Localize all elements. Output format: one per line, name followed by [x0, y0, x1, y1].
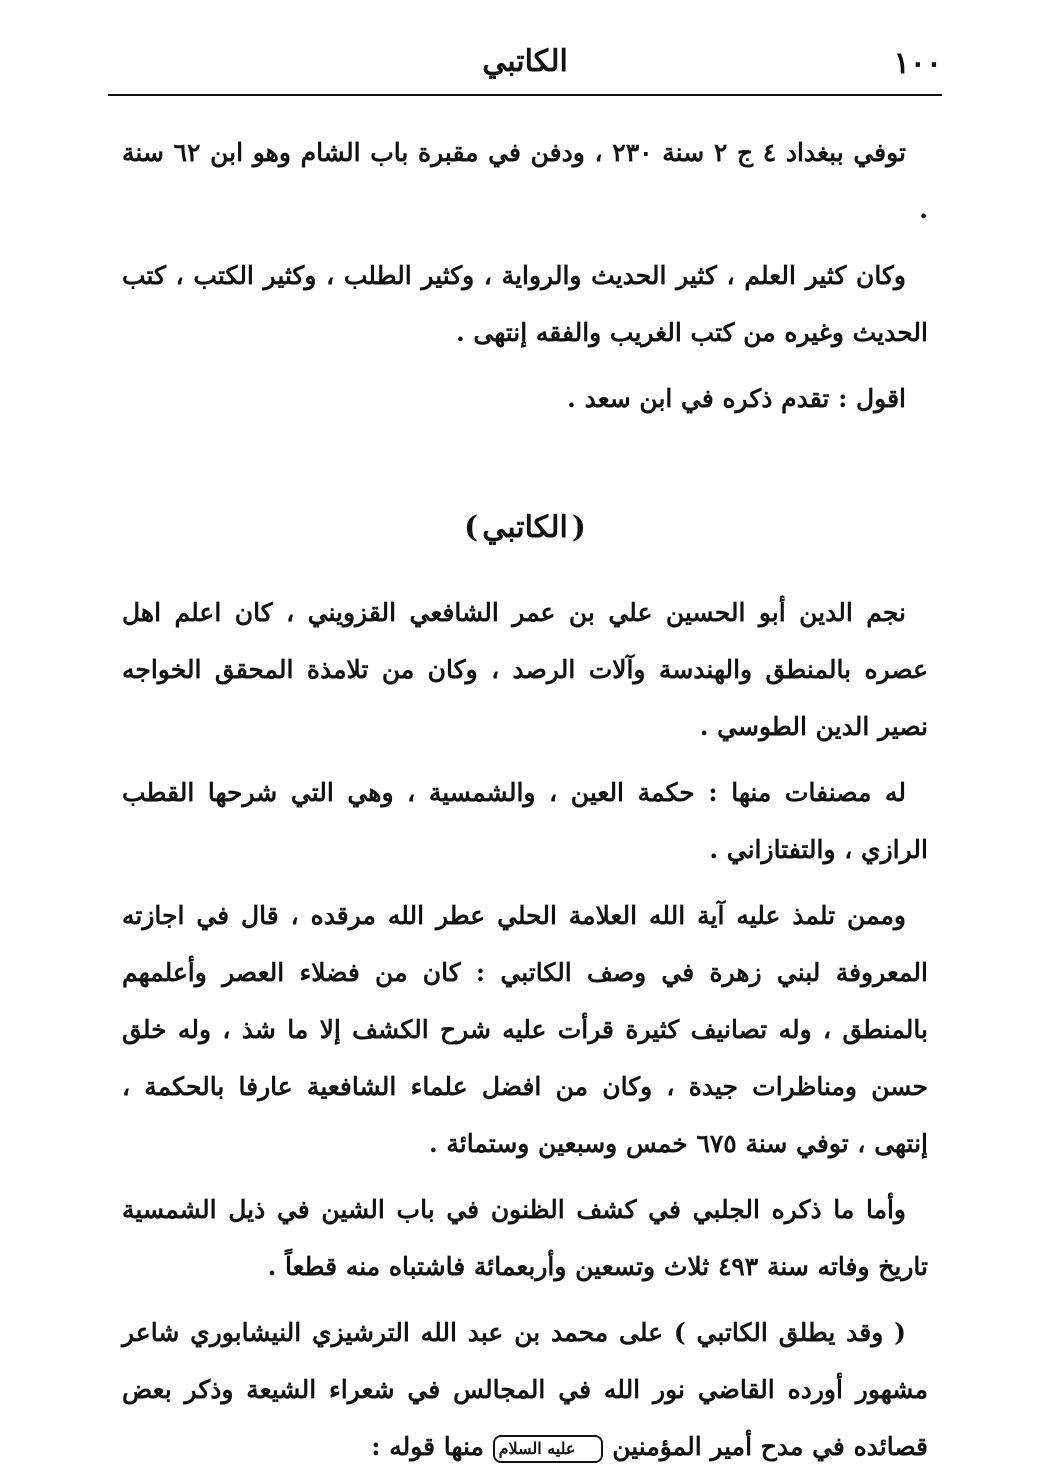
intro-paragraph-3: اقول : تقدم ذكره في ابن سعد .	[567, 384, 906, 413]
intro-paragraph-2: وكان كثير العلم ، كثير الحديث والرواية ، وكثير الطلب ، وكثير الكتب ، كتب الحديث وغيره من كتب الغريب والفقه إنتهى .	[122, 261, 928, 347]
section-title: (الكاتبي)	[464, 510, 586, 545]
paragraph-5-ending: منها قوله :	[371, 1432, 484, 1461]
section-title-text: الكاتبي	[482, 510, 568, 545]
intro-paragraph-1: توفي ببغداد ٤ ج ٢ سنة ٢٣٠ ، ودفن في مقبرة باب الشام وهو ابن ٦٢ سنة .	[122, 138, 928, 224]
section-paragraph-3: وممن تلمذ عليه آية الله العلامة الحلي عطر الله مرقده ، قال في اجازته المعروفة لبني زهرة في وصف الكاتبي : كان من فضلاء العصر وأعلمهم بالمنطق ، وله تصانيف كثيرة قرأت عليه شرح الكشف إلا ما شذ ، وله خلق حسن ومناظرات جيدة ، وكان من افضل علماء الشافعية عارفا بالحكمة ، إنتهى ، توفي سنة ٦٧٥ خمس وسبعين وستمائة .	[122, 901, 928, 1158]
section-paragraph-2: له مصنفات منها : حكمة العين ، والشمسية ، وهي التي شرحها القطب الرازي ، والتفتازاني .	[122, 778, 928, 864]
section-paragraph-4: وأما ما ذكره الجلبي في كشف الظنون في باب الشين في ذيل الشمسية تاريخ وفاته سنة ٤٩٣ ثلاث وتسعين وأربعمائة فاشتباه منه قطعاً .	[122, 1195, 928, 1281]
paragraph-5-text: ( وقد يطلق الكاتبي ) على محمد بن عبد الله الترشيزي النيشابوري شاعر مشهور أورده القاضي نور الله في المجالس في شعراء الشيعة وذكر بعض قصائده في مدح أمير المؤمنين	[122, 1318, 928, 1461]
section-paragraph-1: نجم الدين أبو الحسين علي بن عمر الشافعي القزويني ، كان اعلم اهل عصره بالمنطق والهندسة وآلات الرصد ، وكان من تلامذة المحقق الخواجه نصير الدين الطوسي .	[122, 598, 928, 741]
page-body	[122, 124, 928, 1484]
section-paragraph-5	[122, 1304, 928, 1475]
running-title: الكاتبي	[482, 44, 568, 79]
page-header	[108, 44, 942, 96]
honorific-symbol: عليه السلام	[493, 1435, 604, 1463]
page-number: ١٠٠	[893, 46, 942, 81]
